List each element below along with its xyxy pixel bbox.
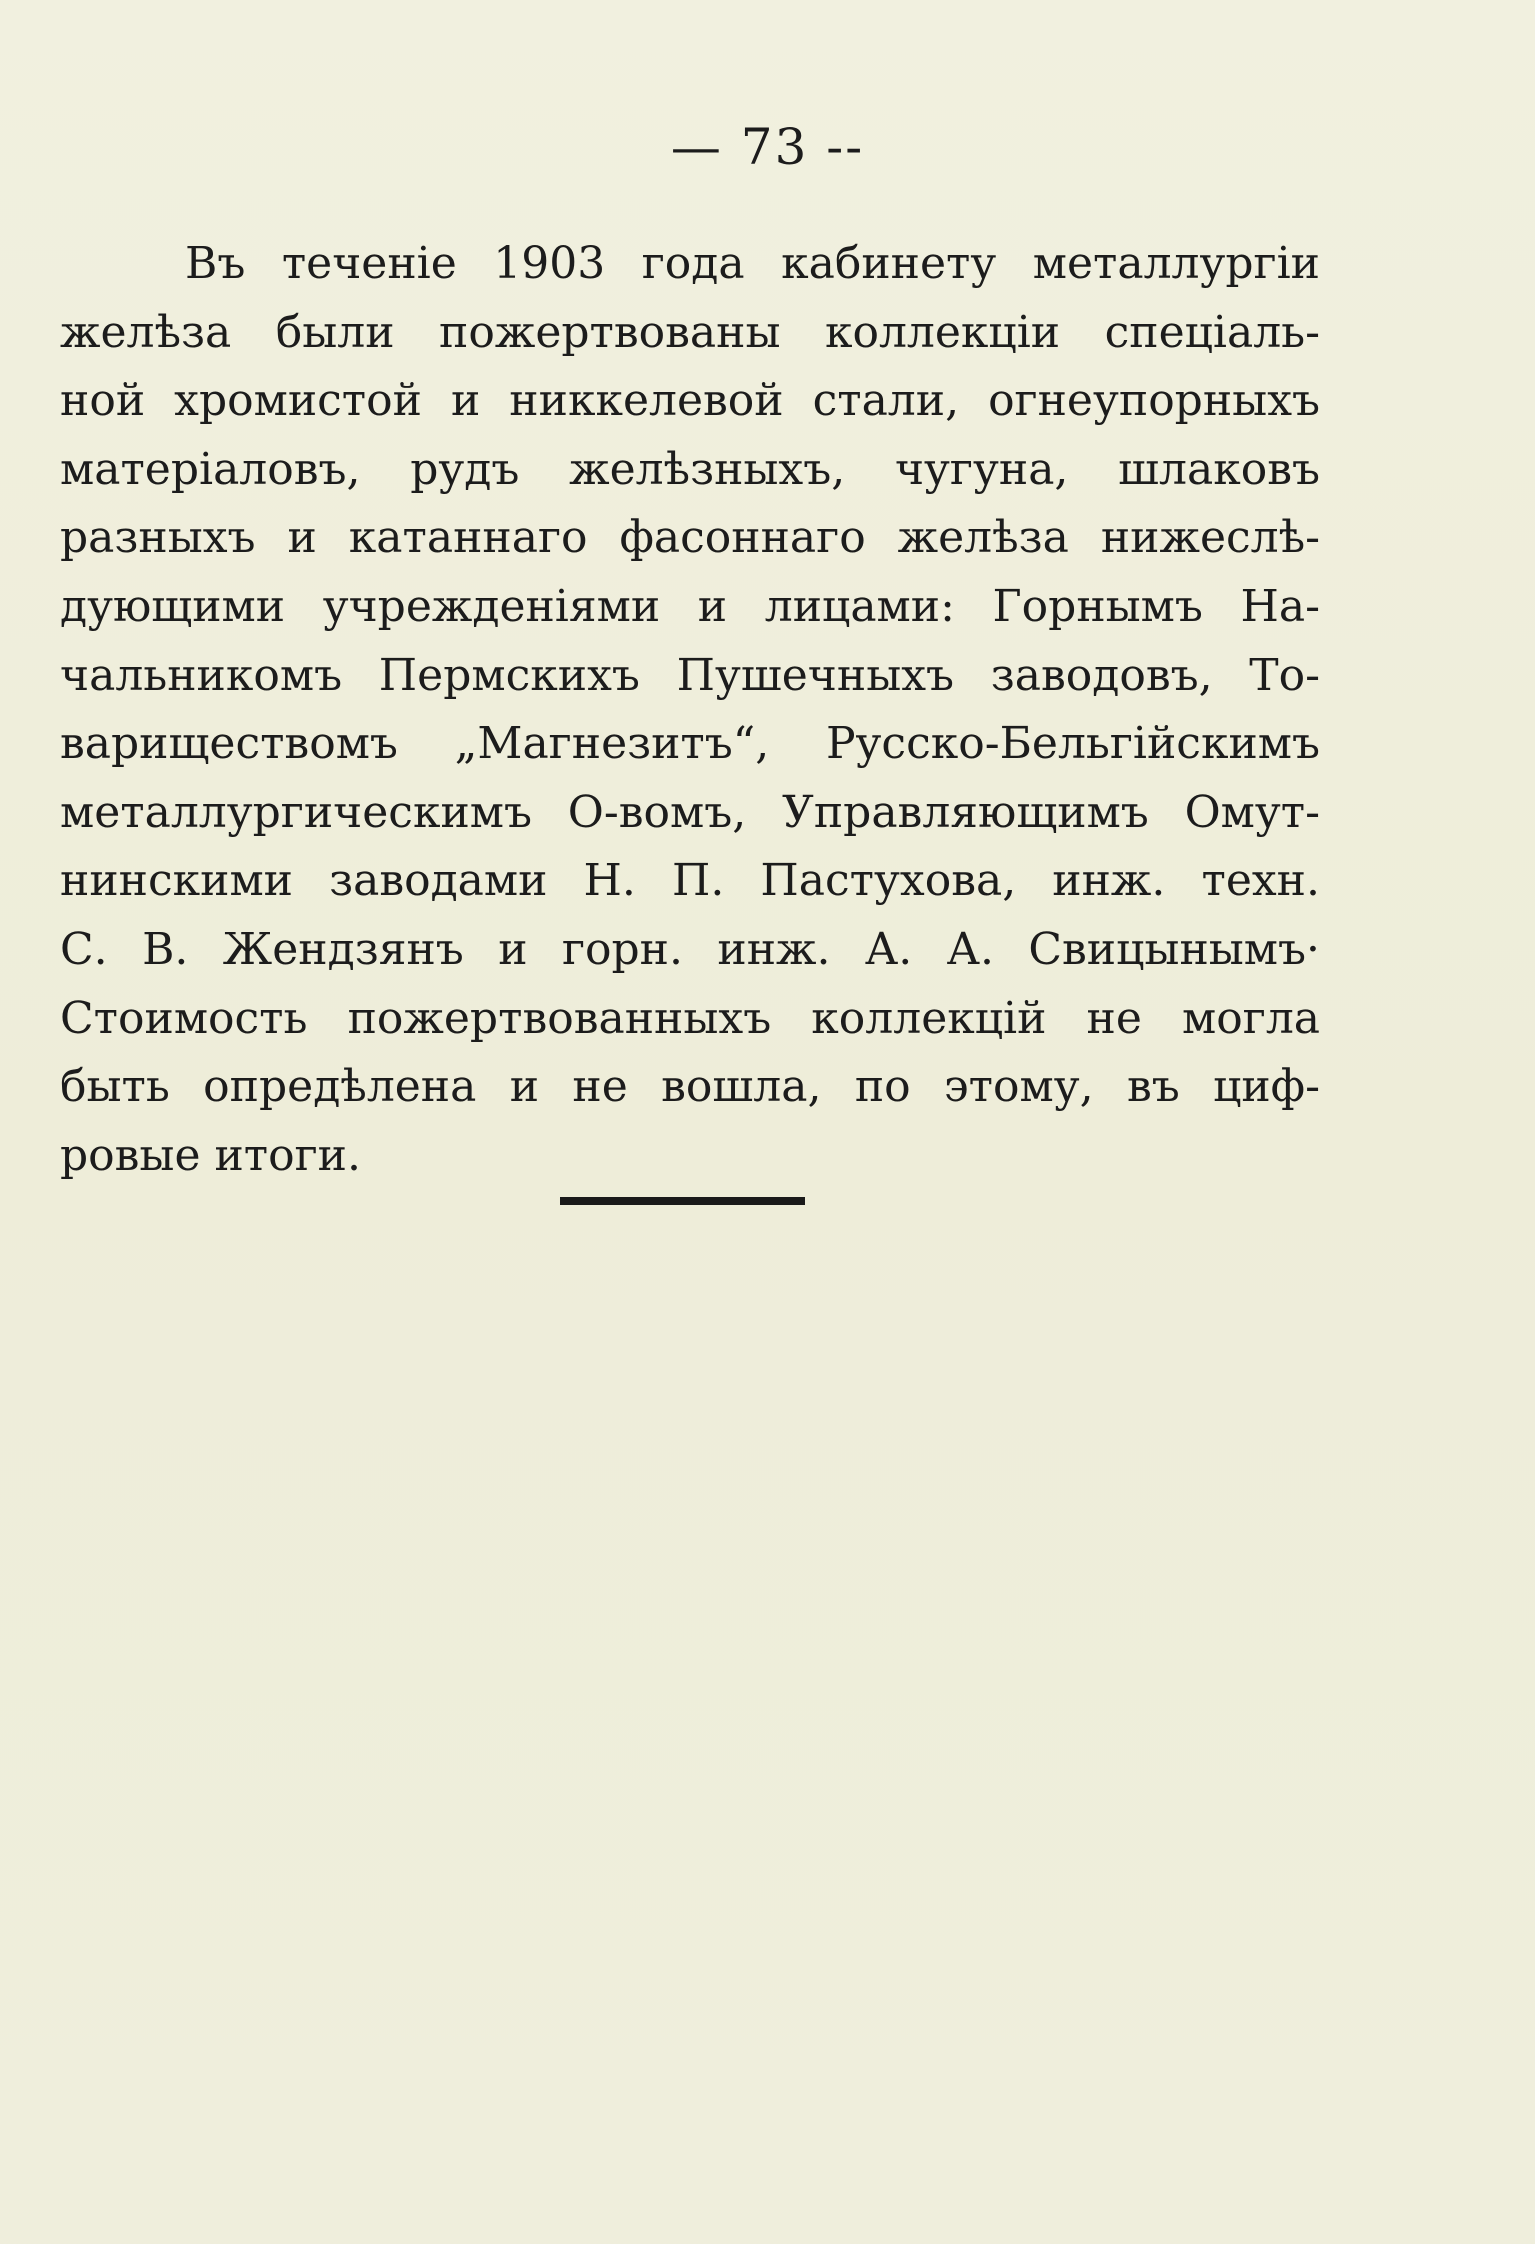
text-line: ровые итоги. <box>60 1129 361 1181</box>
text-line: разныхъ и катаннаго фасоннаго желѣза нижеслѣ- <box>60 512 1320 564</box>
section-end-rule <box>560 1197 805 1205</box>
page-number-header: — 73 -- <box>670 118 865 176</box>
text-line: металлургическимъ О-вомъ, Управляющимъ Омут- <box>60 786 1320 838</box>
text-line: Въ теченіе 1903 года кабинету металлургіи <box>185 238 1320 289</box>
text-line: дующими учрежденіями и лицами: Горнымъ На- <box>60 580 1320 632</box>
text-line: ной хромистой и никкелевой стали, огнеупорныхъ <box>60 375 1320 427</box>
paragraph <box>60 230 1320 1190</box>
text-line: чальникомъ Пермскихъ Пушечныхъ заводовъ, То- <box>60 649 1320 701</box>
text-line: желѣза были пожертвованы коллекціи спеціаль- <box>60 306 1320 358</box>
text-line: быть опредѣлена и не вошла, по этому, въ циф- <box>60 1061 1320 1113</box>
text-line: С. В. Жендзянъ и горн. инж. А. А. Свицынымъ· <box>60 923 1320 975</box>
text-line: Стоимость пожертвованныхъ коллекцій не могла <box>60 992 1320 1044</box>
text-line: вариществомъ „Магнезитъ“, Русско-Бельгійскимъ <box>60 718 1320 770</box>
text-line: нинскими заводами Н. П. Пастухова, инж. техн. <box>60 855 1320 907</box>
text-line: матеріаловъ, рудъ желѣзныхъ, чугуна, шлаковъ <box>60 443 1320 495</box>
